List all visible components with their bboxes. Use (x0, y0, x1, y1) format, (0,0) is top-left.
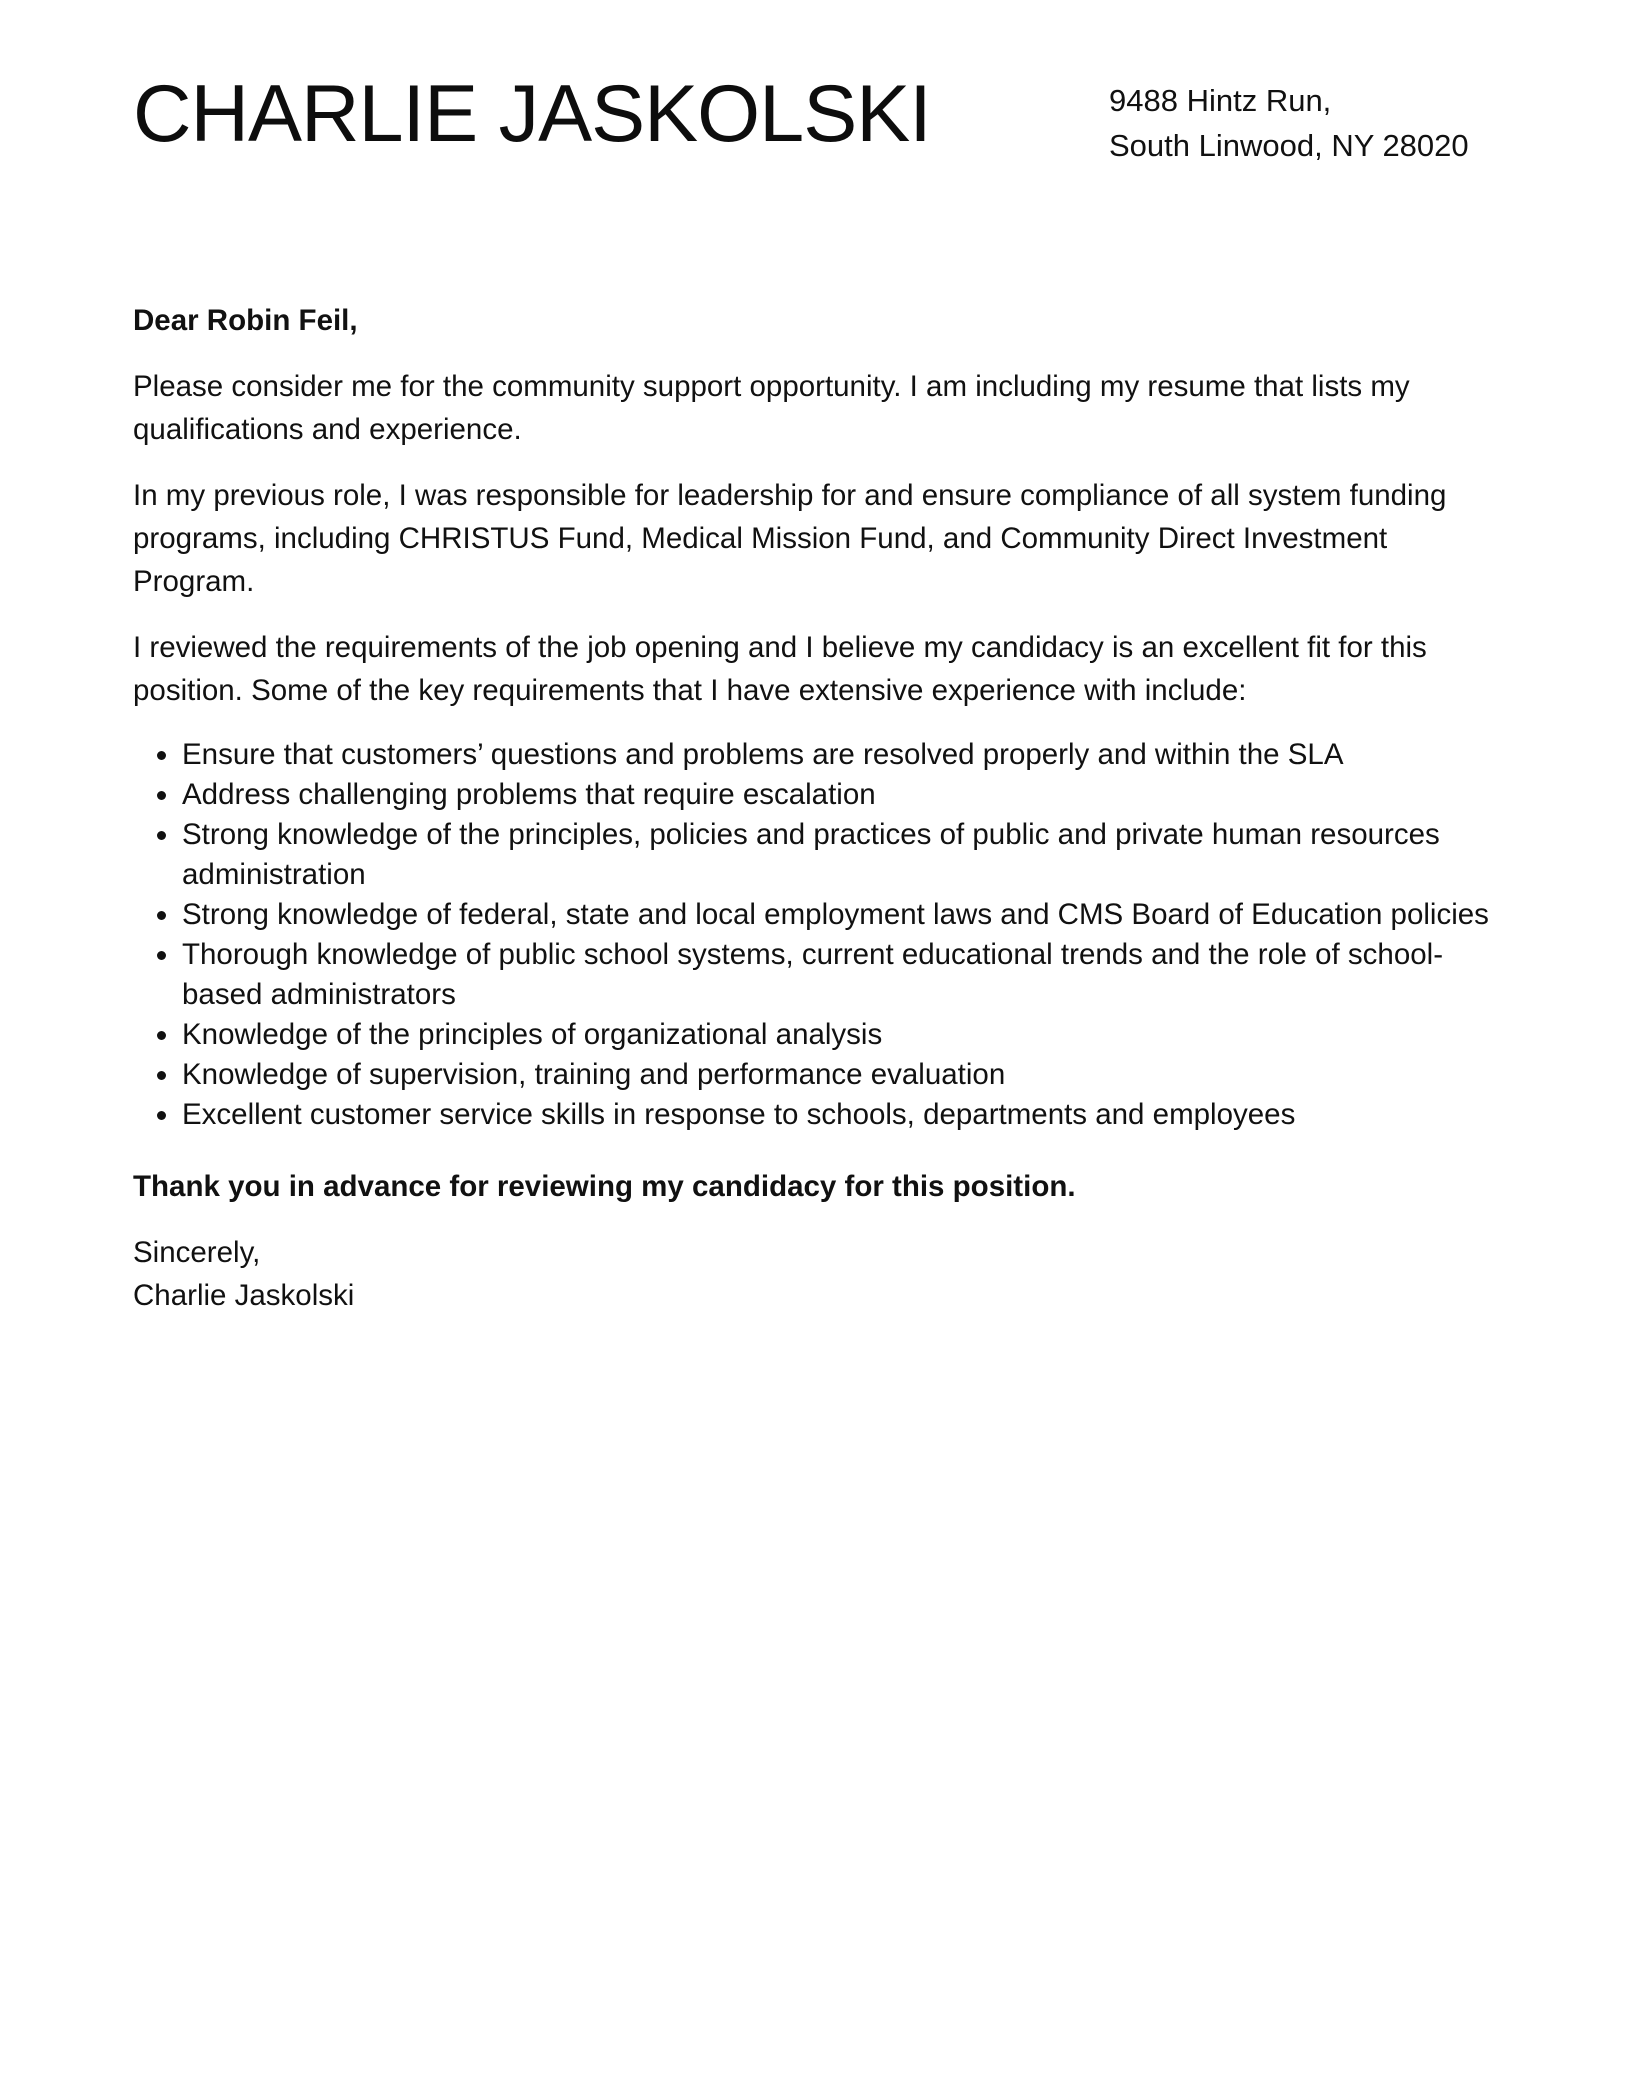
signature-name: Charlie Jaskolski (133, 1279, 355, 1312)
list-item: Knowledge of supervision, training and performance evaluation (182, 1055, 1503, 1095)
paragraph-previous-role: In my previous role, I was responsible for leadership for and ensure compliance of all system funding programs, including CHRISTUS Fund, Medical Mission Fund, and Community Direct Investment Program. (133, 479, 1447, 598)
paragraph-intro: Please consider me for the community support opportunity. I am including my resume that lists my qualifications and experience. (133, 370, 1410, 446)
list-item: Ensure that customers’ questions and problems are resolved properly and within the SLA (182, 735, 1503, 775)
list-item: Strong knowledge of federal, state and local employment laws and CMS Board of Education policies (182, 895, 1503, 935)
signoff-block (133, 1231, 1503, 1317)
list-item: Excellent customer service skills in response to schools, departments and employees (182, 1095, 1503, 1135)
signoff: Sincerely, (133, 1236, 261, 1269)
list-item: Strong knowledge of the principles, policies and practices of public and private human resources administration (182, 815, 1503, 895)
list-item: Address challenging problems that require escalation (182, 775, 1503, 815)
letter-body (133, 299, 1503, 1317)
paragraph-requirements-intro: I reviewed the requirements of the job opening and I believe my candidacy is an excellent fit for this position. Some of the key requirements that I have extensive experience with include: (133, 631, 1427, 707)
list-item: Knowledge of the principles of organizational analysis (182, 1015, 1503, 1055)
closing-statement: Thank you in advance for reviewing my candidacy for this position. (133, 1170, 1076, 1203)
applicant-name: CHARLIE JASKOLSKI (133, 69, 931, 159)
requirements-list (133, 735, 1503, 1135)
address-line-1: 9488 Hintz Run, (1109, 83, 1332, 118)
applicant-address (1109, 78, 1469, 168)
address-line-2: South Linwood, NY 28020 (1109, 128, 1469, 163)
salutation: Dear Robin Feil, (133, 304, 358, 337)
list-item: Thorough knowledge of public school systems, current educational trends and the role of school-based administrators (182, 935, 1503, 1015)
